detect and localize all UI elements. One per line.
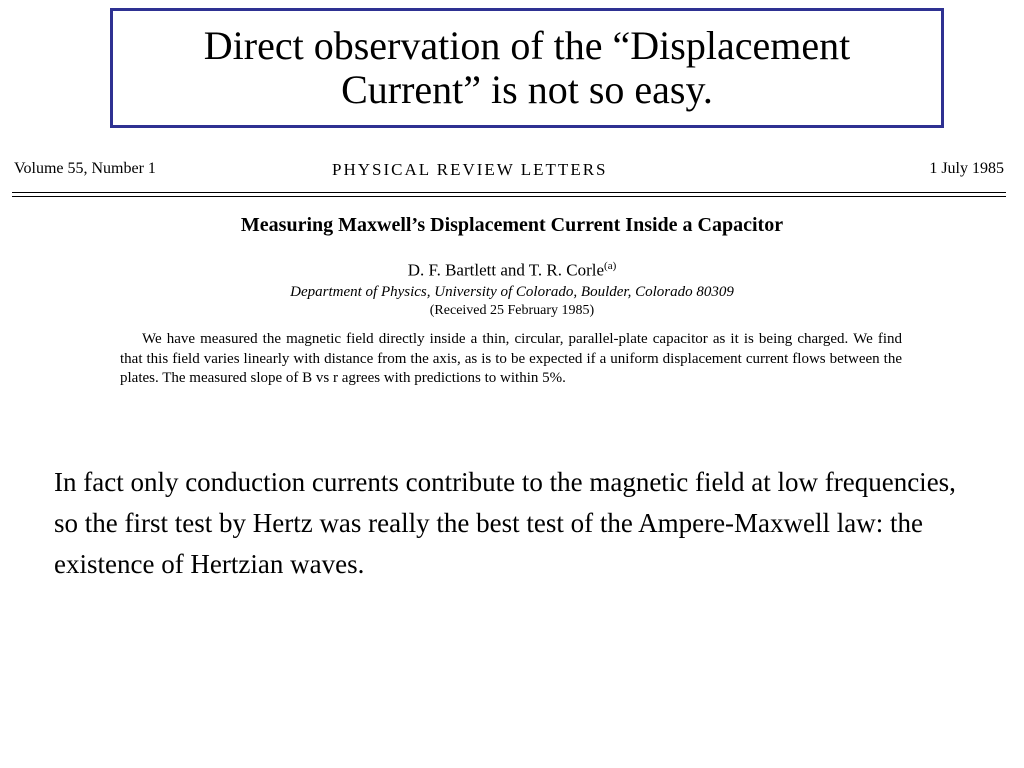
journal-name: PHYSICAL REVIEW LETTERS (332, 160, 608, 179)
paper-authors (0, 260, 1024, 281)
slide-title (110, 8, 944, 128)
header-rule-top (12, 192, 1006, 193)
slide-body-text: In fact only conduction currents contribute to the magnetic field at low frequencies, so the first test by Hertz was really the best test of the Ampere-Maxwell law: the existence of Hertzian waves. (54, 467, 956, 579)
author-names: D. F. Bartlett and T. R. Corle (407, 260, 605, 280)
journal-header (14, 160, 1004, 184)
slide-title-line-1: Direct observation of the “Displacement (203, 23, 851, 68)
author-footnote-mark: (a) (604, 260, 617, 272)
paper-title: Measuring Maxwell’s Displacement Current Inside a Capacitor (240, 214, 784, 236)
journal-volume: Volume 55, Number 1 (14, 160, 156, 177)
paper-received-date: (Received 25 February 1985) (429, 303, 595, 318)
header-rule-bottom (12, 196, 1006, 197)
paper-excerpt (0, 150, 1024, 420)
slide-title-line-2: Current” is not so easy. (341, 67, 713, 112)
paper-affiliation: Department of Physics, University of Colorado, Boulder, Colorado 80309 (290, 284, 734, 300)
paper-abstract: We have measured the magnetic field directly inside a thin, circular, parallel-plate capacitor as it is being charged. We find that this field varies linearly with distance from the axis, as is to be expected if a uniform displacement current flows between the plates. The measured slope of B vs r agrees with predictions to within 5%. (120, 331, 902, 386)
journal-date: 1 July 1985 (929, 160, 1004, 177)
